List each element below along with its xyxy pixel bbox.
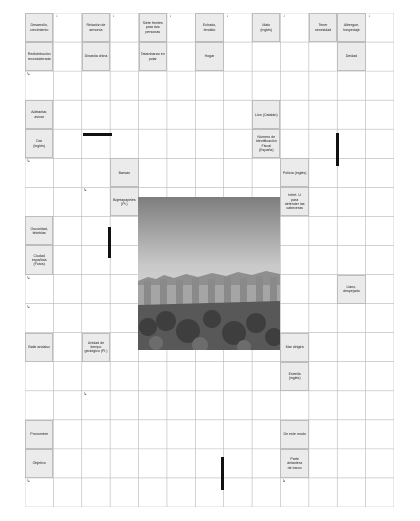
clue-cell: [252, 13, 280, 42]
clue-cell: [25, 449, 53, 478]
clue-text: Redistribución reconsiderada: [27, 52, 51, 61]
clue-cell: [82, 13, 110, 42]
clue-cell: [82, 333, 110, 362]
clue-text: Oscuridad, tinieblas: [30, 226, 48, 235]
clue-text: Unidad de tiempo geológico (Pl.): [84, 340, 108, 354]
clue-text: Deidad: [345, 54, 358, 59]
clue-cell: [280, 333, 308, 362]
clue-text: Baile andaluz: [28, 345, 50, 350]
arrow-down-icon: ↓: [169, 13, 172, 18]
clue-text: Dinastía china: [84, 54, 108, 59]
arrow-right-icon: ↳: [26, 477, 31, 483]
clue-cell: [25, 216, 53, 245]
clue-text: Malo (inglés): [260, 23, 273, 32]
clue-text: Barsán: [118, 170, 131, 175]
thick-block-bar: [336, 133, 339, 166]
arrow-right-icon: ↳: [26, 71, 31, 77]
clue-cell: [337, 275, 365, 304]
clue-cell: [252, 129, 280, 158]
thick-block-bar: [108, 227, 111, 258]
clue-cell: [280, 158, 308, 187]
arrow-right-icon: ↳: [83, 390, 87, 396]
clue-text: Llano, despejado: [343, 284, 360, 294]
arrow-right-icon: ↳: [26, 158, 31, 164]
thick-block-bar: [221, 457, 224, 490]
clue-text: Dar (inglés): [33, 139, 46, 148]
arrow-down-icon: ↓: [55, 13, 58, 18]
clue-text: Lion (Catalán): [254, 112, 278, 117]
clue-text: Tatambarau en polar: [140, 52, 165, 61]
clue-text: Albergue, hospedaje: [343, 23, 360, 32]
clue-text: Objetivo: [32, 461, 46, 466]
clue-text: Mar dirigirá: [285, 345, 304, 350]
clue-cell: [25, 129, 53, 158]
clue-cell: [25, 42, 53, 71]
arrow-right-icon: ↳: [83, 187, 87, 193]
clue-cell: [337, 42, 365, 71]
clue-cell: [110, 158, 138, 187]
arrow-down-icon: ↓: [368, 13, 371, 18]
clue-text: Tener necesidad: [314, 23, 332, 32]
clue-cell: [280, 420, 308, 449]
arrow-down-icon: ↓: [282, 13, 285, 18]
clue-text: Siete frentes para dos personas: [142, 21, 163, 34]
clue-cell: [309, 13, 337, 42]
arrow-down-icon: ↓: [112, 13, 115, 18]
clue-cell: [139, 42, 167, 71]
arrow-down-icon: ↓: [226, 13, 229, 18]
clue-text: Número de Identificación Fiscal (España): [255, 135, 277, 153]
clue-text: Ciudad española (Fotos): [31, 253, 47, 267]
clue-text: Relación de armonía: [86, 23, 106, 32]
clue-cell: [25, 100, 53, 129]
clue-text: De este modo: [283, 432, 306, 437]
city-wall-photo: [138, 197, 280, 350]
crossword-grid: [25, 13, 394, 507]
clue-text: Echado, tendido: [202, 23, 217, 32]
clue-text: Desarrollo, crecimiento: [30, 23, 49, 32]
clue-text: Estrella (inglés): [288, 371, 301, 381]
clue-cell: [195, 42, 223, 71]
clue-cell: [337, 13, 365, 42]
clue-cell: [280, 449, 308, 478]
clue-cell: [280, 187, 308, 216]
clue-cell: [280, 362, 308, 391]
clue-text: Hogar: [204, 54, 215, 59]
thick-block-bar: [83, 133, 112, 136]
clue-text: Infert. U para defender las cabeceras: [284, 193, 305, 211]
clue-text: Pronombre: [30, 432, 49, 437]
clue-cell: [82, 42, 110, 71]
clue-cell: [139, 13, 167, 42]
clue-cell: [252, 100, 280, 129]
clue-text: Adelantar, avivar: [31, 110, 48, 119]
clue-cell: [195, 13, 223, 42]
clue-cell: [25, 245, 53, 274]
clue-text: Bojetapapeles (Pl.): [112, 197, 136, 206]
clue-cell: [110, 187, 138, 216]
clue-cell: [25, 420, 53, 449]
clue-text: Parte delantera de barco: [287, 456, 303, 470]
clue-cell: [25, 13, 53, 42]
clue-cell: [25, 333, 53, 362]
arrow-right-icon: ↳: [26, 303, 31, 309]
clue-text: Policía (inglés): [282, 170, 307, 175]
arrow-right-icon: ↳: [26, 274, 31, 280]
arrow-right-icon: ↳: [282, 477, 286, 483]
